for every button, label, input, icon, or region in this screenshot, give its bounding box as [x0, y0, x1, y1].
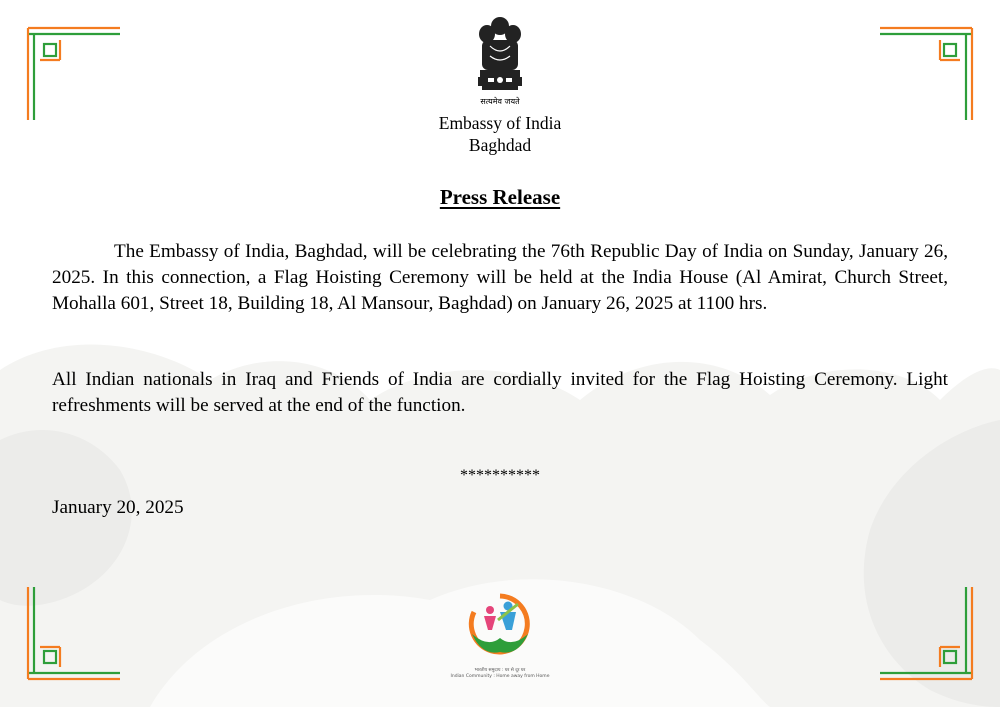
- logo-tagline-hindi: भारतीय समुदाय : घर से दूर घर: [474, 668, 526, 673]
- indian-community-logo-icon: [462, 590, 538, 668]
- corner-ornament-top-left: [20, 20, 120, 120]
- logo-tagline-english: Indian Community : Home away from Home: [450, 674, 550, 679]
- emblem-motto: सत्यमेव जयते: [480, 97, 520, 106]
- corner-ornament-bottom-left: [20, 587, 120, 687]
- embassy-name: Embassy of India: [438, 113, 562, 133]
- release-date: January 20, 2025: [52, 497, 184, 518]
- end-separator: **********: [460, 467, 540, 484]
- document-title: Press Release: [439, 185, 561, 209]
- body-paragraph-2: All Indian nationals in Iraq and Friends of India are cordially invited for the Flag Hoisting Ceremony. Light refreshments will be served at the end of the function.: [52, 369, 948, 416]
- corner-ornament-top-right: [880, 20, 980, 120]
- body-paragraph-1: The Embassy of India, Baghdad, will be celebrating the 76th Republic Day of India on Sunday, January 26, 2025. In this connection, a Flag Hoisting Ceremony will be held at the India House (Al Amirat, Church Street, Mohalla 601, Street 18, Building 18, Al Mansour, Baghdad) on January 26, 2025 at 1100 hrs.: [52, 241, 948, 314]
- corner-ornament-bottom-right: [880, 587, 980, 687]
- embassy-city: Baghdad: [468, 135, 532, 155]
- state-emblem-icon: [472, 14, 528, 100]
